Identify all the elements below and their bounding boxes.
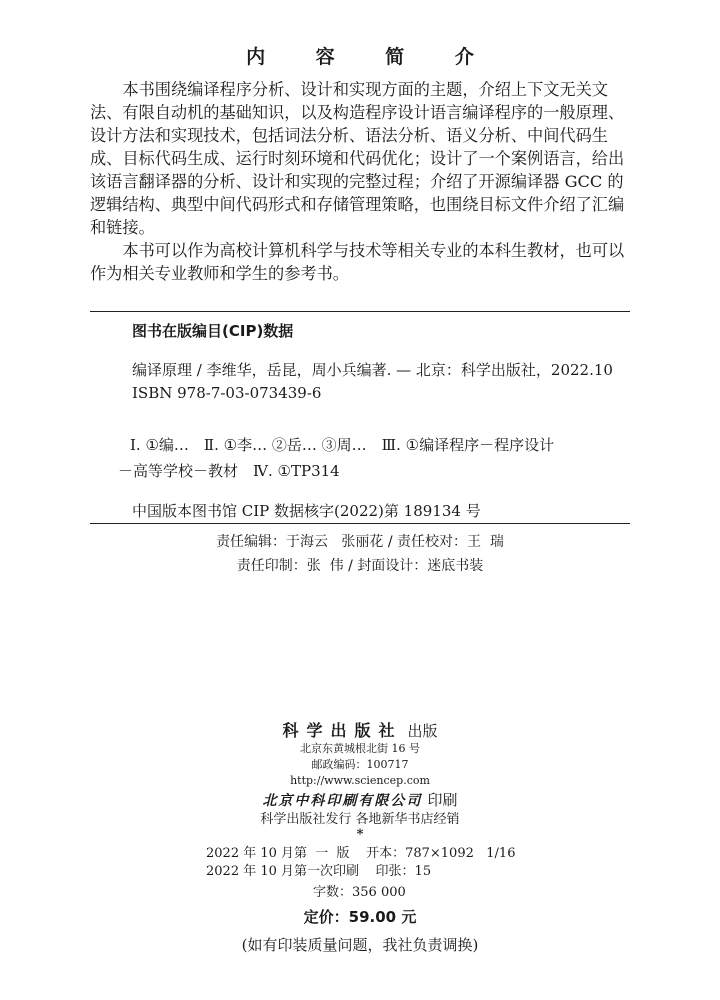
cip-bibliographic-line: 编译原理 / 李维华，岳昆，周小兵编著. — 北京：科学出版社，2022.10 (132, 361, 613, 379)
editors-line-1: 责任编辑：于海云 张丽花 / 责任校对：王 瑞 (216, 534, 504, 550)
publisher-block (0, 718, 720, 840)
publisher-name: 科学出版社 (282, 721, 403, 740)
publisher-postcode: 邮政编码：100717 (311, 758, 409, 771)
quality-notice: (如有印装质量问题，我社负责调换) (241, 936, 479, 954)
price: 定价：59.00 元 (303, 908, 417, 926)
cip-classification-line-2: －高等学校－教材 Ⅳ. ①TP314 (118, 462, 340, 480)
cip-heading: 图书在版编目(CIP)数据 (132, 322, 294, 340)
edition-info (206, 845, 515, 881)
publisher-url: http://www.sciencep.com (290, 774, 430, 787)
publisher-role: 出版 (407, 722, 438, 740)
editors-credits (0, 530, 720, 578)
page-title: 内 容 简 介 (246, 46, 496, 68)
printer-role: 印刷 (427, 791, 458, 809)
distribution-line: 科学出版社发行 各地新华书店经销 (260, 812, 460, 827)
abstract-paragraph-2: 本书可以作为高校计算机科学与技术等相关专业的本科生教材，也可以作为相关专业教师和学生的参考书。 (90, 241, 625, 283)
abstract (90, 78, 630, 285)
abstract-paragraph-1: 本书围绕编译程序分析、设计和实现方面的主题，介绍上下文无关文法、有限自动机的基础知识，以及构造程序设计语言编译程序的一般原理、设计方法和实现技术，包括词法分析、语法分析、语义分析、中间代码生成、目标代码生成、运行时刻环境和代码优化；设计了一个案例语言，给出该语言翻译器的分析、设计和实现的完整过程；介绍了开源编译器 GCC 的逻辑结构、典型中间代码形式和存储管理策略，也围绕目标文件介绍了汇编和链接。 (90, 80, 625, 237)
printer-name: 北京中科印刷有限公司 (262, 793, 423, 809)
publisher-address: 北京东黄城根北街 16 号 (300, 742, 420, 755)
cip-isbn: ISBN 978-7-03-073439-6 (132, 384, 322, 402)
cip-classification (118, 432, 633, 484)
cip-record-number: 中国版本图书馆 CIP 数据核字(2022)第 189134 号 (132, 502, 481, 520)
edition-row-2: 2022 年 10 月第一次印刷 印张：15 (206, 864, 432, 879)
editors-line-2: 责任印制：张 伟 / 封面设计：迷底书装 (236, 558, 484, 574)
word-count: 字数：356 000 (313, 885, 406, 900)
cip-classification-line-1: Ⅰ. ①编… Ⅱ. ①李… ②岳… ③周… Ⅲ. ①编译程序－程序设计 (130, 436, 555, 454)
divider-bottom (90, 523, 630, 524)
edition-row-1: 2022 年 10 月第 一 版 开本：787×1092 1/16 (206, 846, 516, 861)
divider-top (90, 311, 630, 312)
separator-star: * (356, 827, 364, 842)
